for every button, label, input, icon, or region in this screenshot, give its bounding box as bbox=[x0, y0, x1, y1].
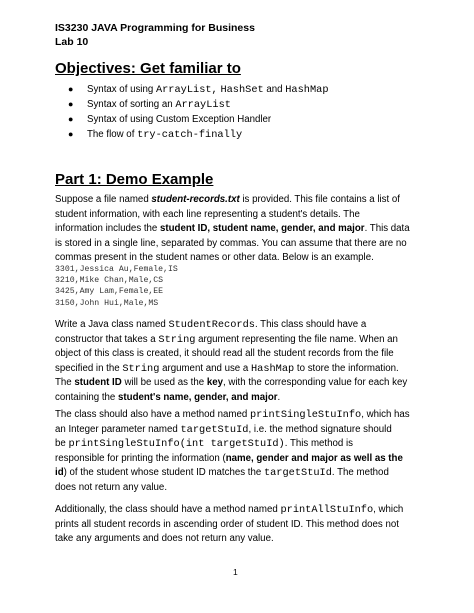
bold-text: id bbox=[55, 467, 64, 479]
bullet-icon: ● bbox=[68, 129, 74, 139]
text-line bbox=[55, 408, 423, 423]
text-line bbox=[55, 193, 423, 208]
text-line bbox=[55, 503, 423, 518]
code-text: printSingleStuInfo bbox=[249, 409, 362, 421]
text-run: . bbox=[277, 391, 281, 403]
text-line bbox=[55, 222, 423, 237]
item-text: and bbox=[263, 84, 286, 95]
text-run: Additionally, the class should have a method named bbox=[55, 504, 281, 515]
bold-text: name, gender and major as well as the bbox=[225, 452, 403, 464]
code-text: targetStuId bbox=[263, 467, 332, 480]
record-line: 3301,Jessica Au,Female,IS bbox=[55, 265, 178, 274]
code-text: ArrayList, bbox=[155, 84, 218, 96]
code-text: String bbox=[158, 333, 196, 346]
text-line bbox=[55, 423, 423, 438]
text-run: The bbox=[55, 377, 75, 389]
text-run: student information, with each line representing a student's details. The bbox=[55, 208, 360, 220]
text-run: . This class should have a bbox=[254, 319, 367, 330]
text-run: is provided. This file contains a list of bbox=[239, 194, 400, 205]
text-run: be bbox=[55, 438, 69, 450]
text-line bbox=[55, 437, 423, 452]
text-run: does not return any value. bbox=[55, 481, 168, 493]
text-line bbox=[55, 347, 423, 362]
record-line: 3425,Amy Lam,Female,EE bbox=[55, 287, 164, 297]
text-run: object of this class is created, it should read all the student records from the file bbox=[55, 348, 394, 360]
code-text: try-catch-finally bbox=[137, 129, 243, 141]
text-line bbox=[55, 452, 423, 467]
text-line bbox=[55, 466, 423, 481]
text-line bbox=[55, 518, 423, 533]
text-run: , which bbox=[373, 504, 404, 515]
text-run: . This method is bbox=[284, 438, 353, 450]
text-run: The class should also have a method named bbox=[55, 409, 250, 420]
item-text: Syntax of sorting an bbox=[87, 99, 176, 110]
record-line: 3150,John Hui,Male,MS bbox=[55, 298, 159, 308]
objectives-list bbox=[55, 82, 435, 142]
text-run: commas present in the student names or other data. Below is an example. bbox=[55, 252, 374, 264]
item-text: The flow of bbox=[87, 129, 138, 140]
text-run: constructor that takes a bbox=[55, 333, 159, 345]
all-method-paragraph bbox=[55, 503, 423, 547]
item-text: Syntax of using bbox=[87, 84, 156, 95]
text-line bbox=[55, 318, 423, 333]
text-run: responsible for printing the information ( bbox=[55, 452, 226, 464]
text-run: . This data bbox=[364, 223, 410, 235]
page-number: 1 bbox=[233, 567, 238, 577]
text-run: an Integer parameter named bbox=[55, 423, 181, 435]
text-run: will be used as the bbox=[121, 377, 207, 389]
bold-text: key bbox=[206, 377, 224, 389]
text-line bbox=[55, 208, 423, 223]
bold-text: student ID bbox=[74, 377, 122, 389]
text-run: argument and use a bbox=[159, 362, 251, 374]
text-run: Write a Java class named bbox=[55, 319, 169, 330]
text-run: is stored in a single line, separated by commas. You can assume that there are no bbox=[55, 237, 407, 249]
text-run: specified in the bbox=[55, 362, 123, 374]
bullet-icon: ● bbox=[68, 99, 74, 109]
text-line bbox=[55, 333, 423, 348]
list-item bbox=[55, 82, 435, 97]
sample-records bbox=[55, 264, 178, 309]
lab-title: Lab 10 bbox=[55, 36, 89, 48]
code-text: ArrayList bbox=[175, 99, 231, 111]
code-text: printSingleStuInfo(int targetStuId) bbox=[68, 438, 285, 451]
item-text: Syntax of using Custom Exception Handler bbox=[87, 114, 272, 125]
code-text: StudentRecords bbox=[168, 319, 255, 331]
text-run: take any arguments and does not return any value. bbox=[55, 533, 274, 545]
code-text: printAllStuInfo bbox=[280, 504, 374, 516]
text-line bbox=[55, 237, 423, 252]
part1-heading: Part 1: Demo Example bbox=[55, 171, 214, 188]
text-run: ) of the student whose student ID matches the bbox=[63, 467, 264, 479]
text-run: , i.e. the method signature should bbox=[248, 423, 392, 435]
text-run: prints all student records in ascending order of student ID. This method does not bbox=[55, 518, 399, 530]
text-run: to store the information. bbox=[294, 362, 399, 374]
file-name: student-records.txt bbox=[151, 194, 240, 205]
bullet-icon: ● bbox=[68, 114, 74, 124]
text-run: , with the corresponding value for each key bbox=[223, 377, 408, 389]
code-text: HashMap bbox=[285, 84, 329, 96]
text-run: Suppose a file named bbox=[55, 194, 152, 205]
list-item bbox=[55, 127, 435, 142]
code-text: targetStuId bbox=[180, 423, 249, 436]
text-line bbox=[55, 362, 423, 377]
class-description-paragraph bbox=[55, 318, 423, 406]
text-line bbox=[55, 481, 423, 496]
list-item bbox=[55, 112, 435, 127]
text-line bbox=[55, 376, 423, 391]
text-line bbox=[55, 391, 423, 406]
text-run: information includes the bbox=[55, 223, 161, 235]
code-text: HashMap bbox=[250, 362, 295, 375]
text-line bbox=[55, 532, 423, 547]
bold-text: student ID, student name, gender, and major bbox=[160, 223, 365, 235]
bold-text: student's name, gender, and major bbox=[118, 391, 278, 403]
text-run: containing the bbox=[55, 391, 119, 403]
text-run: . The method bbox=[331, 467, 389, 479]
code-text: HashSet bbox=[220, 84, 264, 96]
record-line: 3210,Mike Chan,Male,CS bbox=[55, 276, 164, 286]
course-title: IS3230 JAVA Programming for Business bbox=[55, 22, 255, 34]
single-method-paragraph bbox=[55, 408, 423, 496]
intro-paragraph bbox=[55, 193, 423, 266]
code-text: String bbox=[122, 362, 160, 375]
list-item bbox=[55, 97, 435, 112]
text-run: , which has bbox=[361, 409, 410, 420]
bullet-icon: ● bbox=[68, 84, 74, 94]
objectives-heading: Objectives: Get familiar to bbox=[55, 60, 241, 77]
text-run: argument representing the file name. When an bbox=[195, 333, 398, 345]
